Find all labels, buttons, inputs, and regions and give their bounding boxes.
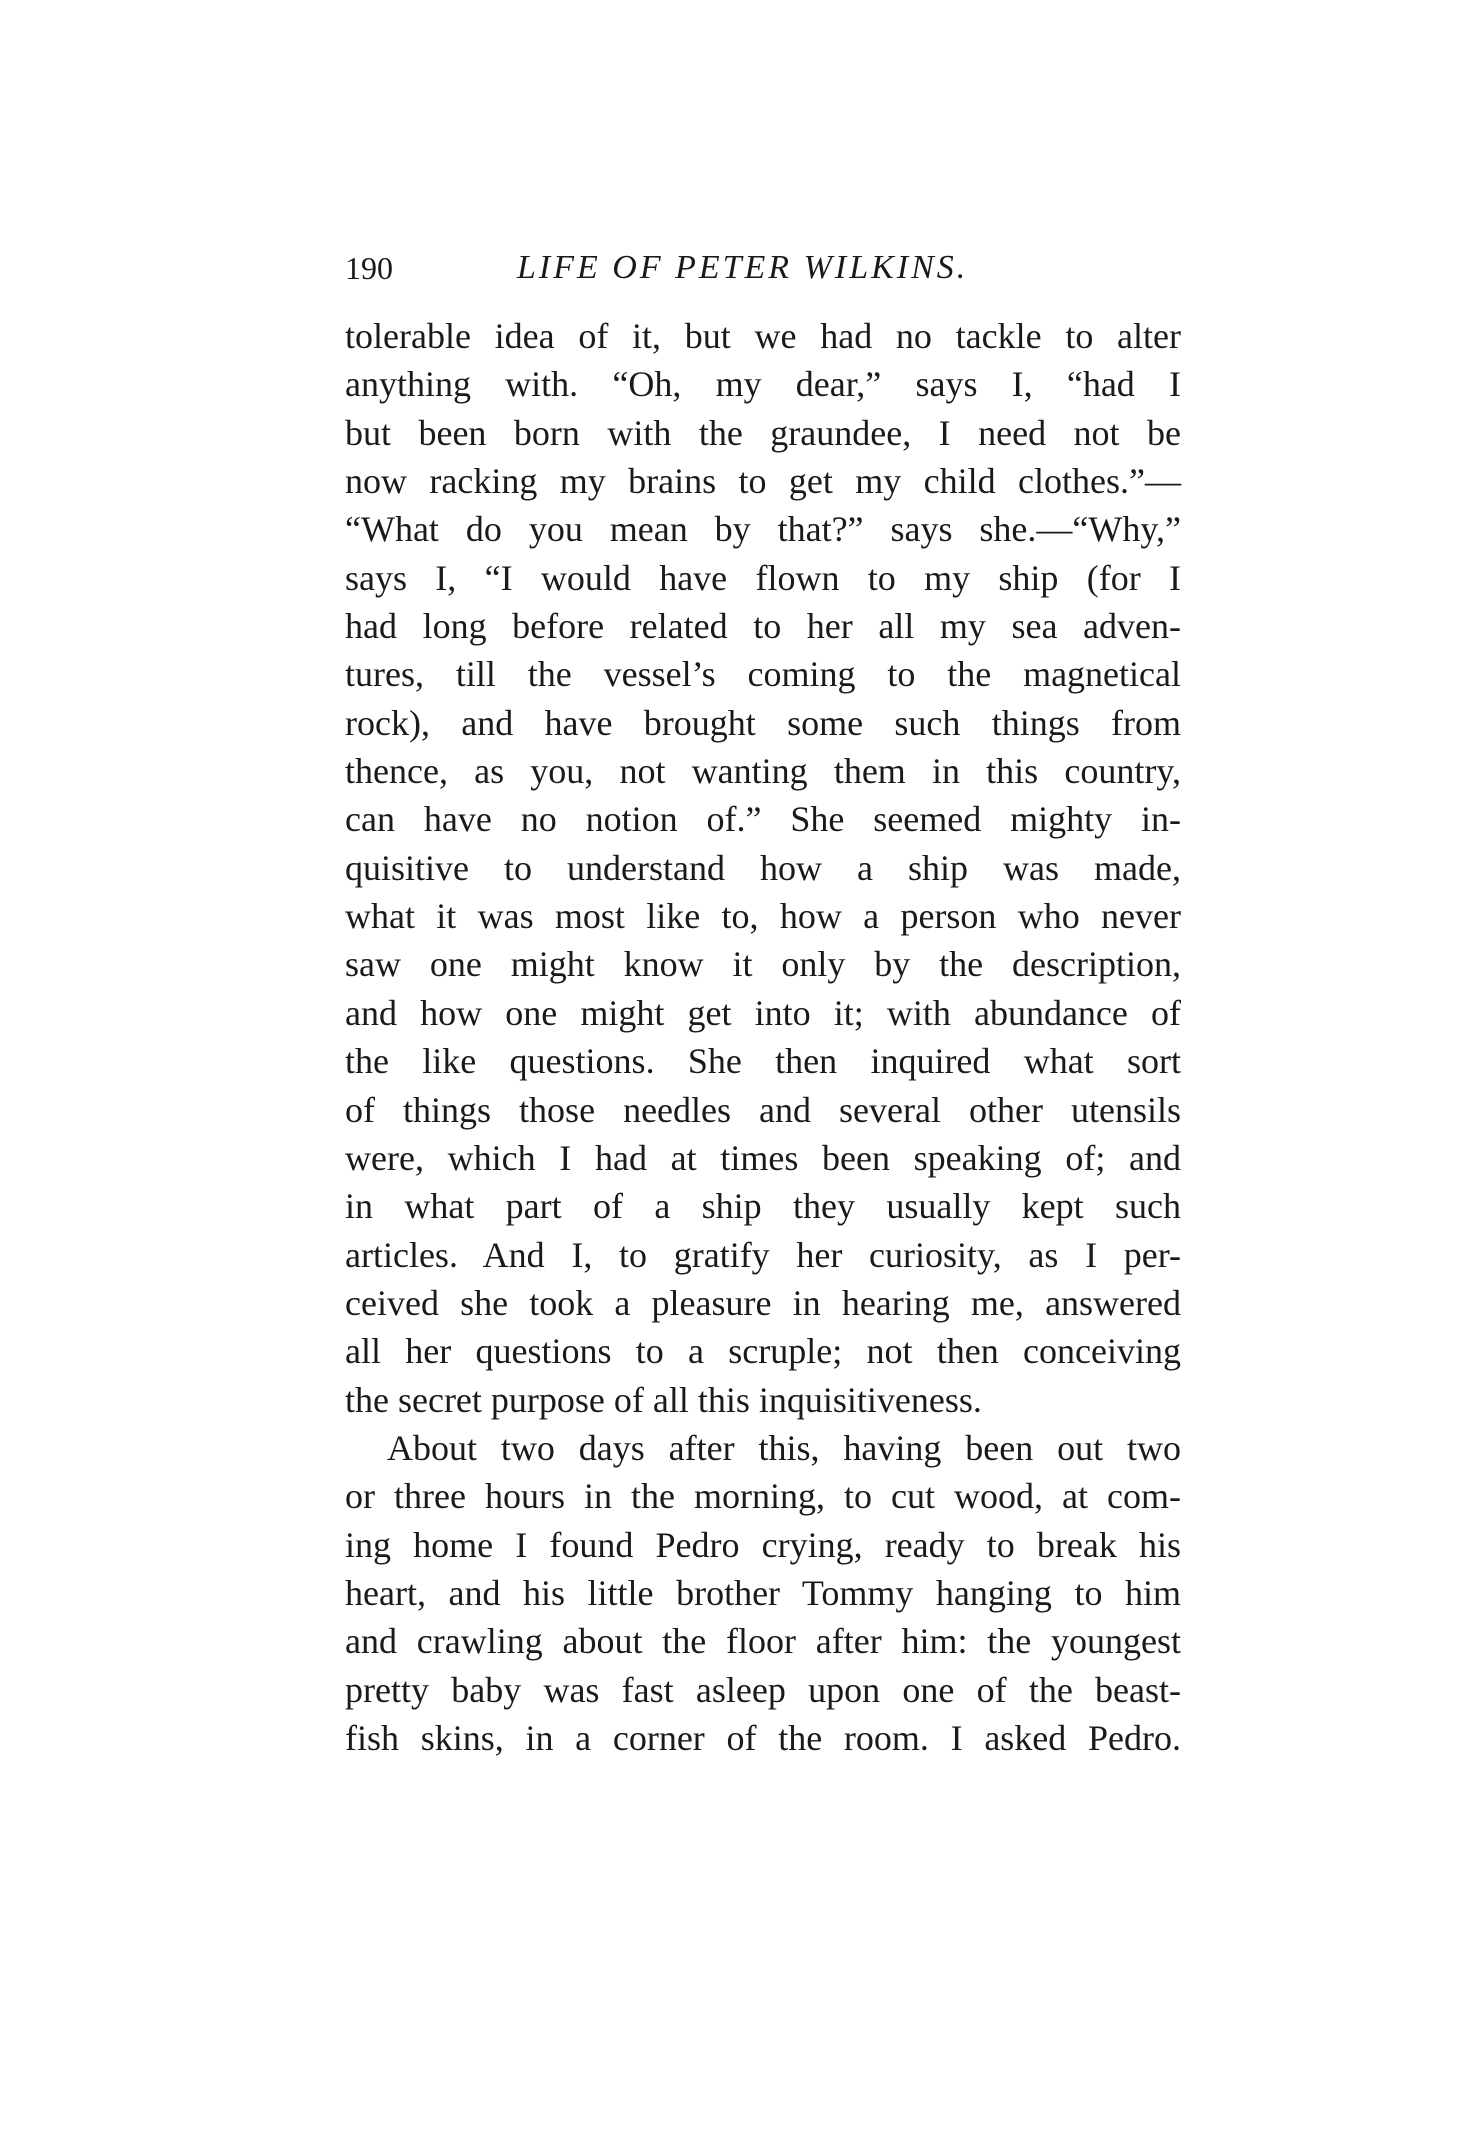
text-line: saw one might know it only by the description, [345, 944, 1181, 985]
text-line: the like questions. She then inquired what sort [345, 1041, 1181, 1082]
text-line: fish skins, in a corner of the room. I asked Pedro. [345, 1717, 1181, 1758]
running-title: LIFE OF PETER WILKINS. [517, 249, 969, 286]
text-line: thence, as you, not wanting them in this country, [345, 751, 1181, 792]
text-line: had long before related to her all my sea adven- [345, 606, 1181, 647]
text-line: but been born with the graundee, I need not be [345, 412, 1181, 453]
text-line: what it was most like to, how a person who never [345, 896, 1181, 937]
text-line: articles. And I, to gratify her curiosity, as I per- [345, 1234, 1181, 1275]
text-line: and how one might get into it; with abundance of [345, 992, 1181, 1033]
text-line: can have no notion of.” She seemed mighty in- [345, 799, 1181, 840]
text-line: in what part of a ship they usually kept such [345, 1186, 1181, 1227]
text-line: now racking my brains to get my child clothes.”— [345, 461, 1181, 502]
text-line: quisitive to understand how a ship was made, [345, 847, 1181, 888]
text-line: all her questions to a scruple; not then conceiving [345, 1331, 1181, 1372]
text-line: heart, and his little brother Tommy hanging to him [345, 1572, 1181, 1613]
text-line: or three hours in the morning, to cut wood, at com- [345, 1476, 1181, 1517]
body-text [345, 312, 1181, 1762]
text-line: pretty baby was fast asleep upon one of the beast- [345, 1669, 1181, 1710]
text-line: tures, till the vessel’s coming to the magnetical [345, 654, 1181, 695]
text-line: of things those needles and several other utensils [345, 1089, 1181, 1130]
text-line: ing home I found Pedro crying, ready to break his [345, 1524, 1181, 1565]
page-number: 190 [345, 250, 393, 286]
text-line: ceived she took a pleasure in hearing me, answered [345, 1282, 1181, 1323]
page-header [345, 248, 1045, 298]
text-line: anything with. “Oh, my dear,” says I, “had I [345, 364, 1181, 405]
text-line: “What do you mean by that?” says she.—“Why,” [345, 509, 1181, 550]
text-line: and crawling about the floor after him: the youngest [345, 1621, 1181, 1662]
text-line: rock), and have brought some such things from [345, 702, 1181, 743]
text-line: the secret purpose of all this inquisitiveness. [345, 1379, 982, 1420]
text-line: About two days after this, having been out two [387, 1427, 1181, 1468]
text-line: were, which I had at times been speaking of; and [345, 1137, 1181, 1178]
text-line: tolerable idea of it, but we had no tackle to alter [345, 316, 1181, 356]
text-line: says I, “I would have flown to my ship (for I [345, 557, 1181, 598]
